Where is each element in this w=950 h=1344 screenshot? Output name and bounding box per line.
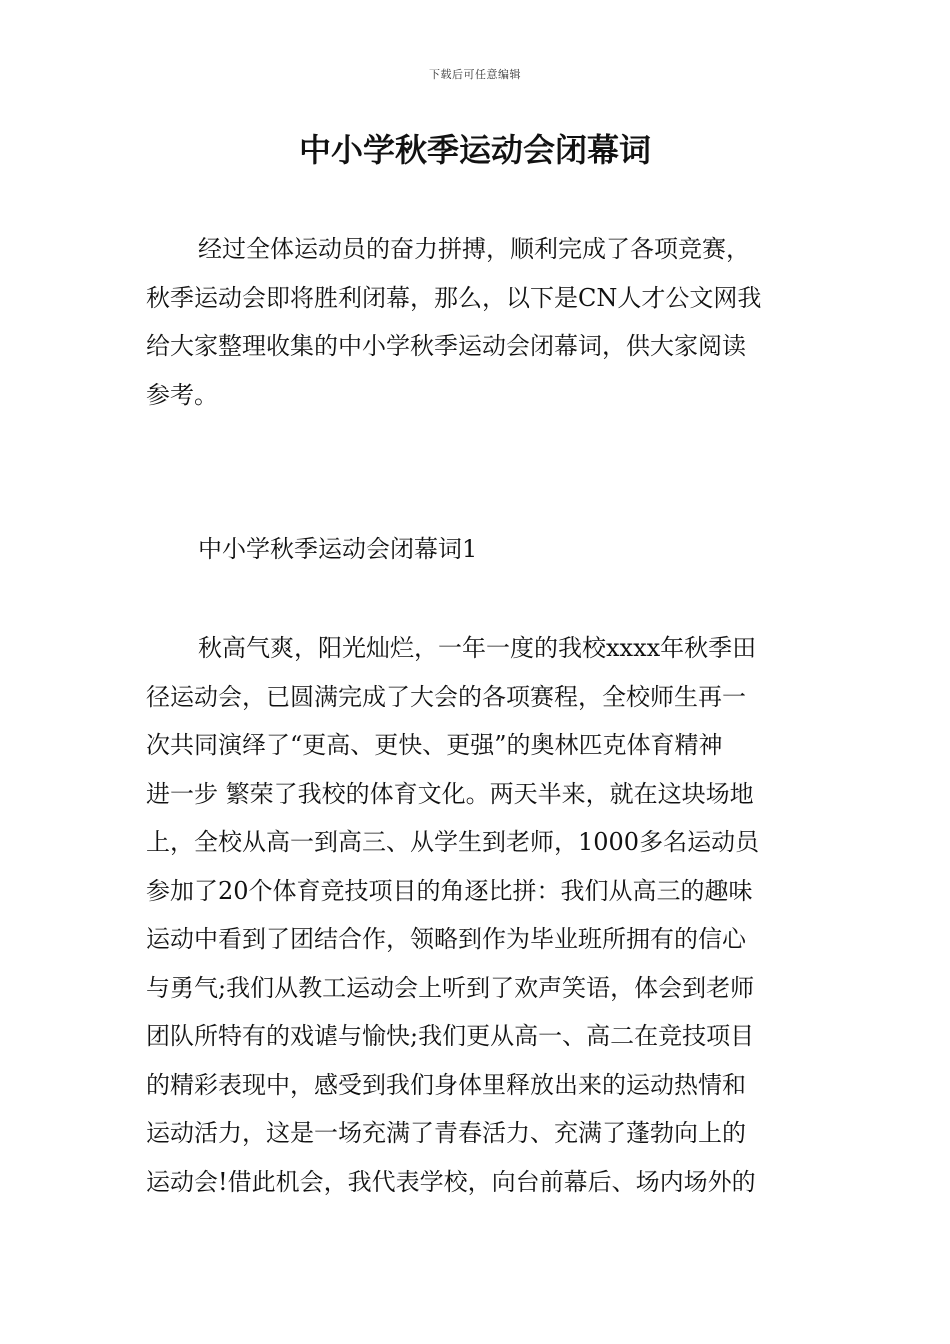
intro-paragraph: [146, 225, 810, 419]
section-line: 上，全校从高一到高三、从学生到老师，1000多名运动员: [146, 828, 760, 856]
intro-line: 秋季运动会即将胜利闭幕，那么，以下是CN人才公文网我: [146, 283, 762, 312]
intro-line: 给大家整理收集的中小学秋季运动会闭幕词，供大家阅读: [146, 332, 746, 360]
section-line: 运动中看到了团结合作，领略到作为毕业班所拥有的信心: [146, 925, 746, 953]
document-title: 中小学秋季运动会闭幕词: [298, 131, 651, 169]
section-line: 次共同演绎了“更高、更快、更强”的奥林匹克体育精神: [146, 731, 723, 759]
section-line: 径运动会，已圆满完成了大会的各项赛程，全校师生再一: [146, 682, 746, 711]
section-line: 运动活力，这是一场充满了青春活力、充满了蓬勃向上的: [146, 1119, 746, 1147]
section-line: 参加了20个体育竞技项目的角逐比拼：我们从高三的趣味: [146, 876, 753, 905]
intro-line: 经过全体运动员的奋力拼搏，顺利完成了各项竞赛，: [198, 235, 750, 263]
section-line: 进一步 繁荣了我校的体育文化。两天半来，就在这块场地: [146, 779, 754, 808]
section-line: 团队所特有的戏谑与愉快;我们更从高一、高二在竞技项目: [146, 1022, 755, 1050]
section-line: 与勇气;我们从教工运动会上听到了欢声笑语，体会到老师: [146, 973, 755, 1002]
section-line: 的精彩表现中，感受到我们身体里释放出来的运动热情和: [146, 1070, 746, 1099]
section-line: 秋高气爽，阳光灿烂，一年一度的我校xxxx年秋季田: [198, 634, 757, 662]
section-line: 运动会!借此机会，我代表学校，向台前幕后、场内场外的: [146, 1167, 756, 1196]
section-paragraph: [146, 624, 810, 1206]
header-note: 下载后可任意编辑: [429, 68, 521, 81]
section-heading: 中小学秋季运动会闭幕词1: [198, 535, 478, 563]
intro-line: 参考。: [146, 380, 218, 409]
